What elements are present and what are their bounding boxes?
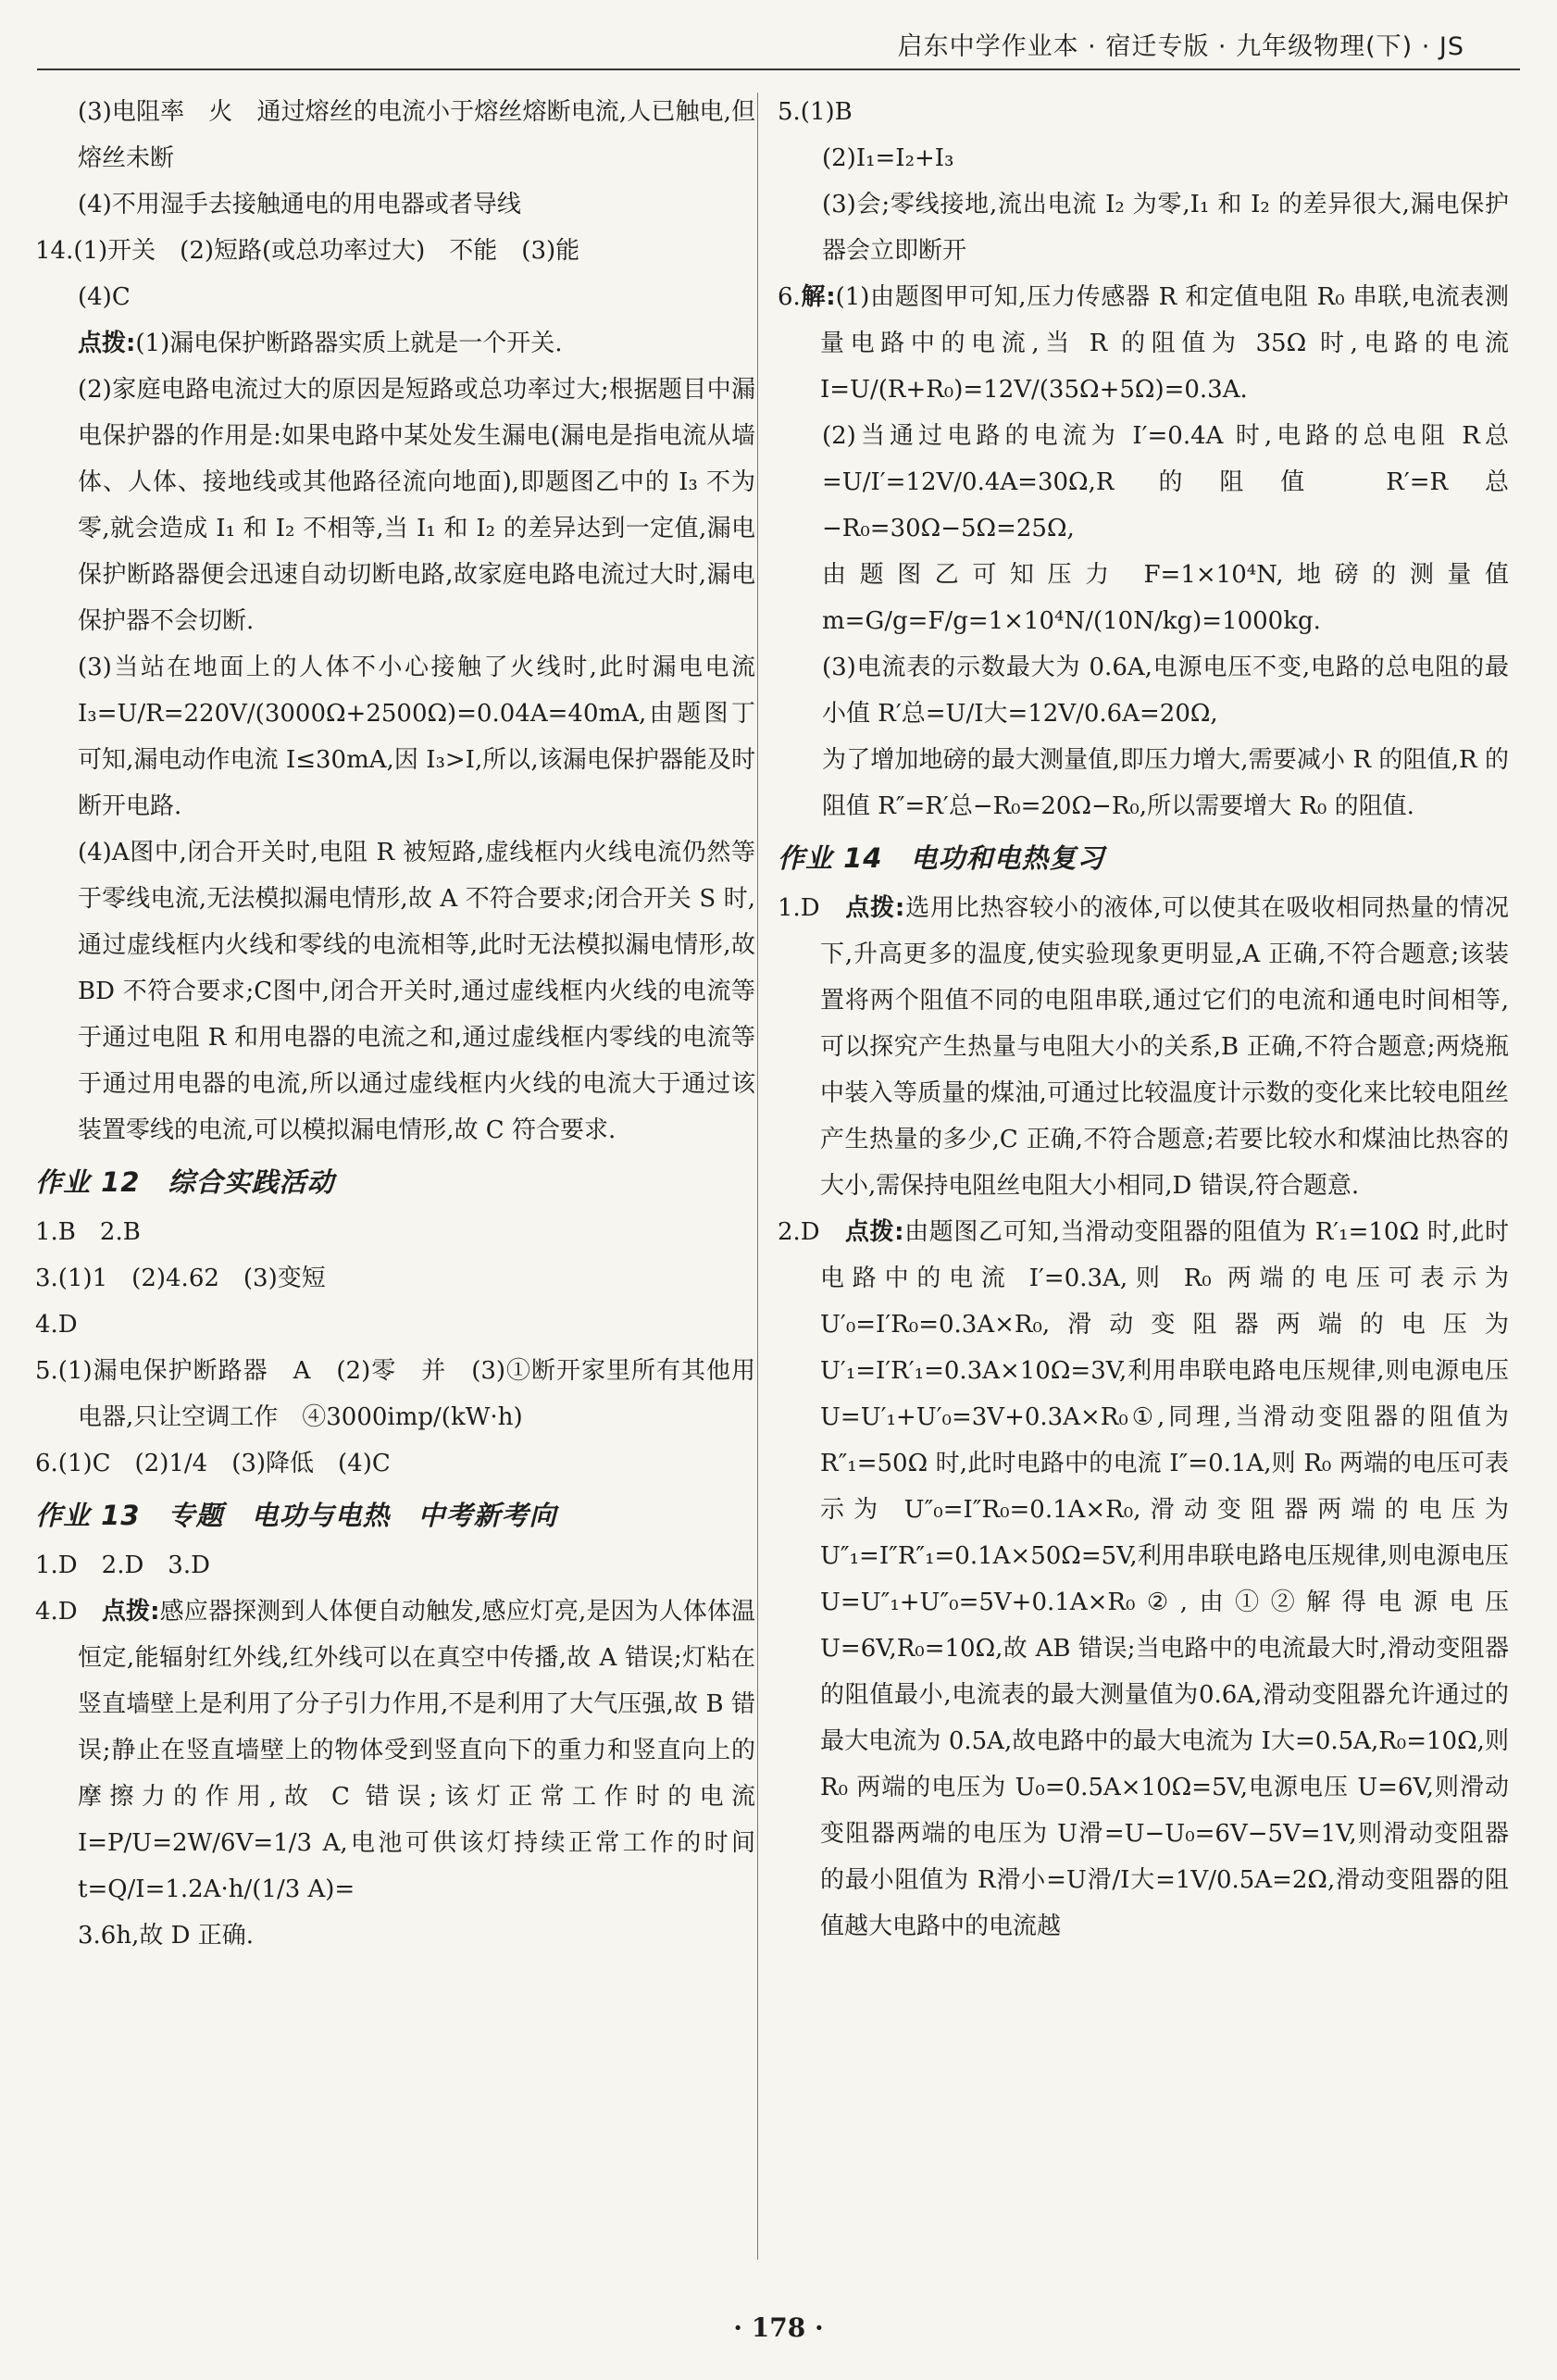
answer-6-2b: 由题图乙可知压力 F=1×10⁴N,地磅的测量值 m=G/g=F/g=1×10⁴N/(10N/kg)=1000kg. (822, 561, 1509, 635)
answer-14-1 (778, 885, 1509, 1209)
left-column (35, 89, 755, 2269)
tip-14-1 (35, 320, 755, 367)
answer-13-3: (3)电阻率 火 通过熔丝的电流小于熔丝熔断电流,人已触电,但熔丝未断 (78, 98, 755, 172)
answer-12-6: 6.(1)C (2)1/4 (3)降低 (4)C (35, 1450, 391, 1477)
page-number: · 178 · (733, 2312, 824, 2343)
tip-text: 感应器探测到人体便自动触发,感应灯亮,是因为人体体温恒定,能辐射红外线,红外线可以在真空中传播,故 A 错误;灯粘在竖直墙壁上是利用了分子引力作用,不是利用了大气压强,故 B 错误;静止在竖直墙壁上的物体受到竖直向下的重力和竖直向上的摩擦力的作用,故 C 错误;该灯正常工作时的电流 I=P/U=2W/6V=1/3 A,电池可供该灯持续正常工作的时间 t=Q/I=1.2A·h/(1/3 A)= (78, 1598, 755, 1903)
answer-14-4: (4)C (78, 283, 131, 311)
tip-label: 点拨: (845, 894, 905, 922)
answer-head: 4.D (35, 1598, 102, 1626)
section-heading-12: 作业 12 综合实践活动 (35, 1166, 335, 1198)
solution-text: (1)由题图甲可知,压力传感器 R 和定值电阻 R₀ 串联,电流表测量电路中的电流,当 R 的阻值为 35Ω 时,电路的电流 I=U/(R+R₀)=12V/(35Ω+5Ω)=0.3A. (820, 283, 1509, 404)
tip-text: (1)漏电保护断路器实质上就是一个开关. (135, 330, 563, 357)
answer-14: 14.(1)开关 (2)短路(或总功率过大) 不能 (3)能 (35, 237, 580, 265)
right-column (778, 89, 1509, 2269)
answer-12-4: 4.D (35, 1311, 78, 1339)
answer-5-3: (3)会;零线接地,流出电流 I₂ 为零,I₁ 和 I₂ 的差异很大,漏电保护器会立即断开 (822, 191, 1509, 265)
answer-6-3: (3)电流表的示数最大为 0.6A,电源电压不变,电路的总电阻的最小值 R′总=U/I大=12V/0.6A=20Ω, (822, 654, 1509, 728)
tip-14-3: (3)当站在地面上的人体不小心接触了火线时,此时漏电电流 I₃=U/R=220V/(3000Ω+2500Ω)=0.04A=40mA,由题图丁可知,漏电动作电流 I≤30mA,因 I₃>I,所以,该漏电保护器能及时断开电路. (78, 654, 755, 820)
answer-6-2: (2)当通过电路的电流为 I′=0.4A 时,电路的总电阻 R总=U/I′=12V/0.4A=30Ω,R 的阻值 R′=R总−R₀=30Ω−5Ω=25Ω, (822, 422, 1509, 542)
tip-text: 由题图乙可知,当滑动变阻器的阻值为 R′₁=10Ω 时,此时电路中的电流 I′=0.3A,则 R₀ 两端的电压可表示为 U′₀=I′R₀=0.3A×R₀,滑动变阻器两端的电压为 U′₁=I′R′₁=0.3A×10Ω=3V,利用串联电路电压规律,则电源电压 U=U′₁+U′₀=3V+0.3A×R₀①,同理,当滑动变阻器的阻值为 R″₁=50Ω 时,此时电路中的电流 I″=0.1A,则 R₀ 两端的电压可表示为 U″₀=I″R₀=0.1A×R₀,滑动变阻器两端的电压为 U″₁=I″R″₁=0.1A×50Ω=5V,利用串联电路电压规律,则电源电压 U=U″₁+U″₀=5V+0.1A×R₀②,由①②解得电源电压 U=6V,R₀=10Ω,故 AB 错误;当电路中的电流最大时,滑动变阻器的阻值最小,电流表的最大测量值为0.6A,滑动变阻器允许通过的最大电流为 0.5A,故电路中的最大电流为 I大=0.5A,R₀=10Ω,则 R₀ 两端的电压为 U₀=0.5A×10Ω=5V,电源电压 U=6V,则滑动变阻器两端的电压为 U滑=U−U₀=6V−5V=1V,则滑动变阻器的最小阻值为 R滑小=U滑/I大=1V/0.5A=2Ω,滑动变阻器的阻值越大电路中的电流越 (820, 1218, 1509, 1940)
tip-label: 点拨: (844, 1218, 904, 1246)
answer-13-4-tip (35, 1589, 755, 1913)
answer-head: 1.D (778, 894, 846, 922)
tip-14-4: (4)A图中,闭合开关时,电阻 R 被短路,虚线框内火线电流仍然等于零线电流,无法模拟漏电情形,故 A 不符合要求;闭合开关 S 时,通过虚线框内火线和零线的电流相等,此时无法模拟漏电情形,故 BD 不符合要求;C图中,闭合开关时,通过虚线框内火线的电流等于通过电阻 R 和用电器的电流之和,通过虚线框内零线的电流等于通过用电器的电流,所以通过虚线框内火线的电流大于通过该装置零线的电流,可以模拟漏电情形,故 C 符合要求. (78, 839, 755, 1144)
section-heading-13: 作业 13 专题 电功与电热 中考新考向 (35, 1500, 557, 1531)
answer-13-1: 1.D 2.D 3.D (35, 1551, 210, 1579)
solution-label: 解: (800, 283, 836, 311)
tip-14-2: (2)家庭电路电流过大的原因是短路或总功率过大;根据题目中漏电保护器的作用是:如果电路中某处发生漏电(漏电是指电流从墙体、人体、接地线或其他路径流向地面),即题图乙中的 I₃ 不为零,就会造成 I₁ 和 I₂ 不相等,当 I₁ 和 I₂ 的差异达到一定值,漏电保护断路器便会迅速自动切断电路,故家庭电路电流过大时,漏电保护器不会切断. (78, 376, 755, 635)
page-header (37, 20, 1520, 70)
section-heading-14: 作业 14 电功和电热复习 (778, 842, 1105, 874)
answer-12-5: 5.(1)漏电保护断路器 A (2)零 并 (3)①断开家里所有其他用电器,只让空调工作 ④3000imp/(kW·h) (35, 1357, 755, 1431)
header-title: 启东中学作业本 · 宿迁专版 · 九年级物理(下) · JS (897, 32, 1464, 61)
answer-12-1: 1.B 2.B (35, 1218, 141, 1246)
answer-6-1 (778, 274, 1509, 413)
answer-head: 6. (778, 283, 801, 311)
answer-13-4: (4)不用湿手去接触通电的用电器或者导线 (78, 191, 521, 218)
answer-14-2 (778, 1209, 1509, 1950)
tip-label: 点拨: (78, 330, 136, 357)
tip-label: 点拨: (101, 1598, 160, 1626)
answer-5-2: (2)I₁=I₂+I₃ (822, 144, 954, 172)
answer-head: 2.D (778, 1218, 845, 1246)
answer-5-1: 5.(1)B (778, 98, 853, 126)
tip-text: 选用比热容较小的液体,可以使其在吸收相同热量的情况下,升高更多的温度,使实验现象更明显,A 正确,不符合题意;该装置将两个阻值不同的电阻串联,通过它们的电流和通电时间相等,可以探究产生热量与电阻大小的关系,B 正确,不符合题意;两烧瓶中装入等质量的煤油,可通过比较温度计示数的变化来比较电阻丝产生热量的多少,C 正确,不符合题意;若要比较水和煤油比热容的大小,需保持电阻丝电阻大小相同,D 错误,符合题意. (820, 894, 1509, 1200)
answer-6-3b: 为了增加地磅的最大测量值,即压力增大,需要减小 R 的阻值,R 的阻值 R″=R′总−R₀=20Ω−R₀,所以需要增大 R₀ 的阻值. (822, 746, 1509, 820)
column-divider (757, 93, 758, 2260)
answer-12-3: 3.(1)1 (2)4.62 (3)变短 (35, 1265, 326, 1292)
answer-13-4-end: 3.6h,故 D 正确. (78, 1922, 254, 1950)
